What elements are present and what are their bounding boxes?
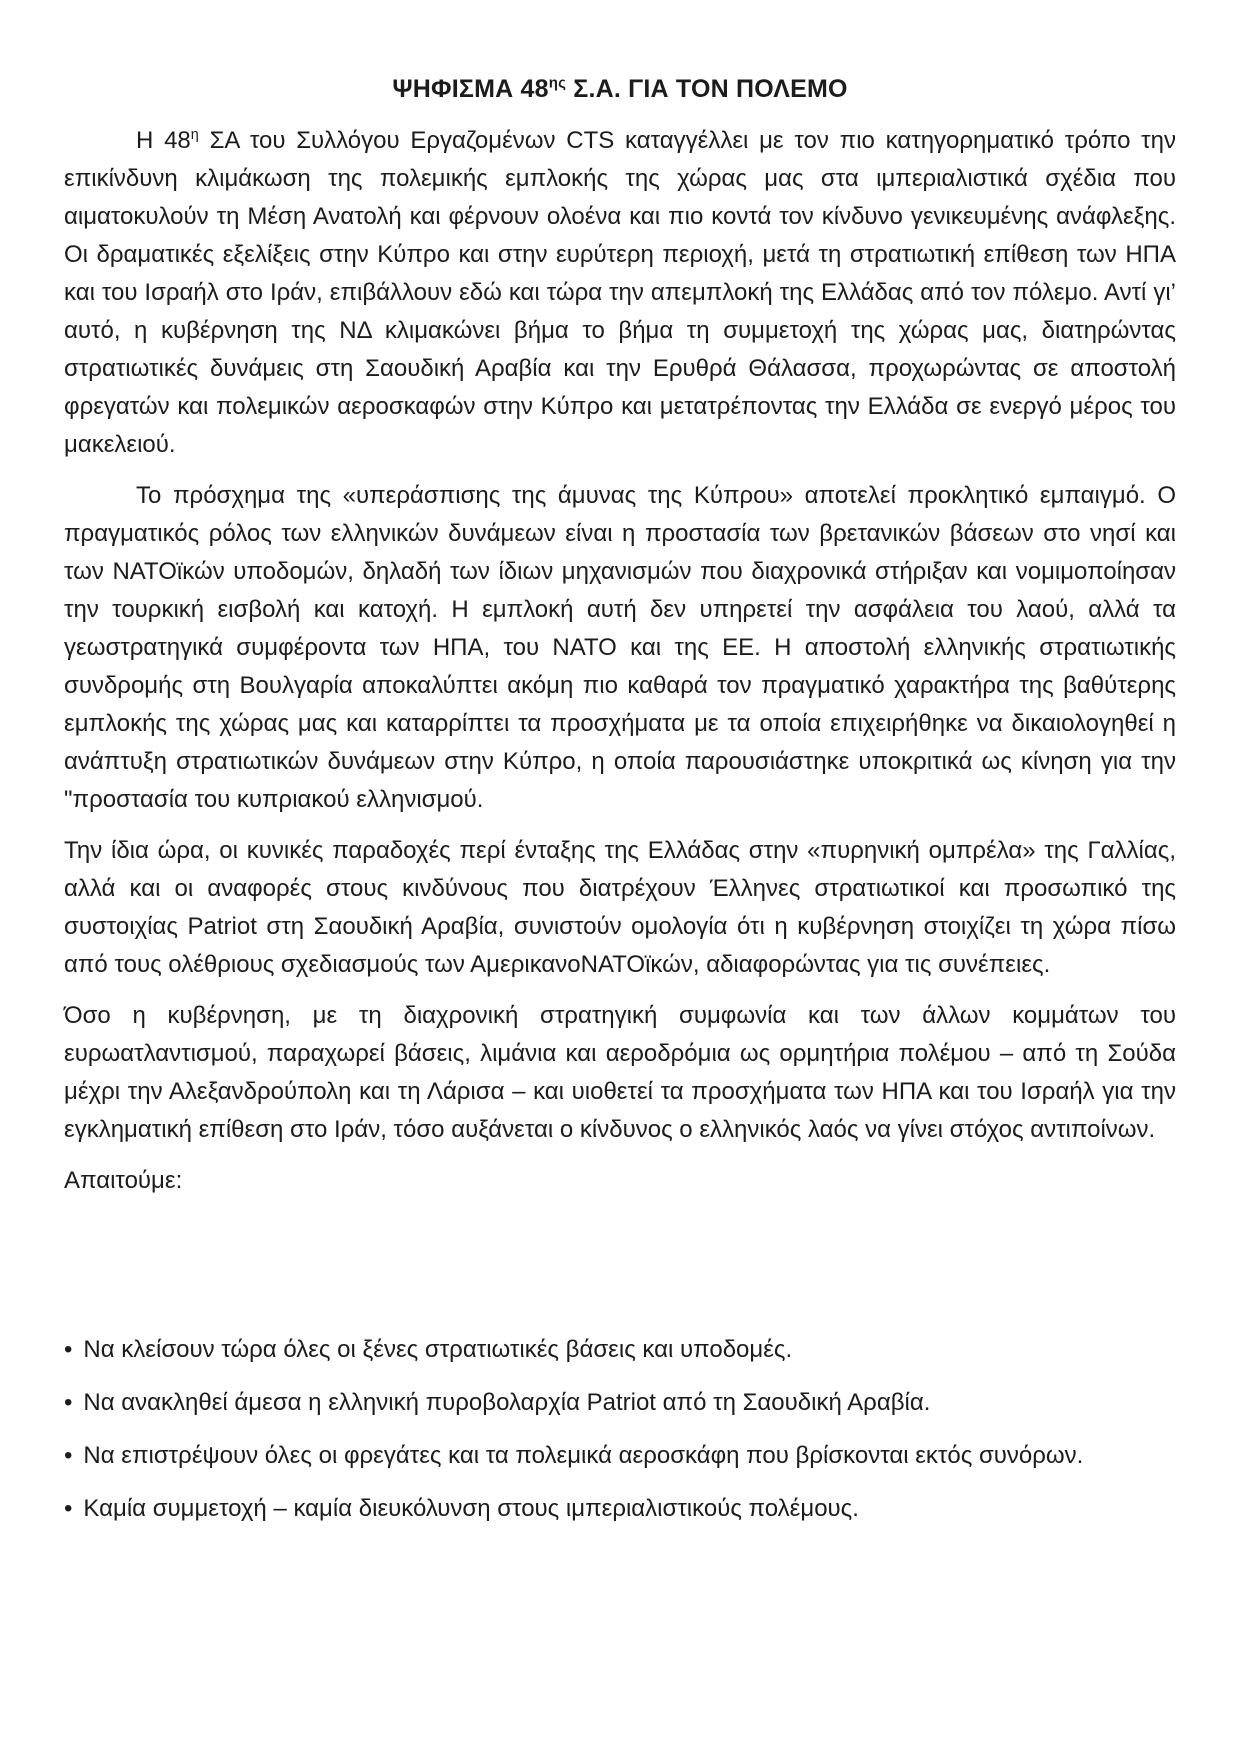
bullet-icon: • [64,1442,73,1469]
paragraph-1-body: ΣΑ του Συλλόγου Εργαζομένων CTS καταγγέλλει με τον πιο κατηγορηματικό τρόπο την επικίνδυνη κλιμάκωση της πολεμικής εμπλοκής της χώρας μας στα ιμπεριαλιστικά σχέδια που αιματοκυλούν τη Μέση Ανατολή και φέρνουν ολοένα και πιο κοντά τον κίνδυνο γενικευμένης ανάφλεξης. Οι δραματικές εξελίξεις στην Κύπρο και στην ευρύτερη περιοχή, μετά τη στρατιωτική επίθεση των ΗΠΑ και του Ισραήλ στο Ιράν, επιβάλλουν εδώ και τώρα την απεμπλοκή της Ελλάδας από τον πόλεμο. Αντί γι’ αυτό, η κυβέρνηση της ΝΔ κλιμακώνει βήμα το βήμα τη συμμετοχή της χώρας μας, διατηρώντας στρατιωτικές δυνάμεις στη Σαουδική Αραβία και την Ερυθρά Θάλασσα, προχωρώντας σε αποστολή φρεγατών και πολεμικών αεροσκαφών στην Κύπρο και μετατρέποντας την Ελλάδα σε ενεργό μέρος του μακελειού. [64,127,1177,458]
demands-heading: Απαιτούμε: [64,1167,183,1194]
bullet-icon: • [64,1389,73,1416]
demand-item-4-text: Καμία συμμετοχή – καμία διευκόλυνση στους ιμπεριαλιστικούς πολέμους. [83,1495,859,1522]
demands-list [64,1331,1176,1528]
demand-item-2 [64,1384,1176,1422]
title-ordinal-superscript: ης [548,74,567,92]
title-prefix: ΨΗΦΙΣΜΑ 48 [392,75,549,103]
title-suffix: Σ.Α. ΓΙΑ ΤΟΝ ΠΟΛΕΜΟ [566,75,848,103]
demand-item-3-text: Να επιστρέψουν όλες οι φρεγάτες και τα πολεμικά αεροσκάφη που βρίσκονται εκτός συνόρων. [83,1442,1084,1469]
demand-item-1 [64,1331,1176,1369]
bullet-icon: • [64,1336,73,1363]
demand-item-2-text: Να ανακληθεί άμεσα η ελληνική πυροβολαρχία Patriot από τη Σαουδική Αραβία. [83,1389,931,1416]
blank-space [64,1213,1176,1331]
paragraph-3: Την ίδια ώρα, οι κυνικές παραδοχές περί ένταξης της Ελλάδας στην «πυρηνική ομπρέλα» της Γαλλίας, αλλά και οι αναφορές στους κινδύνους που διατρέχουν Έλληνες στρατιωτικοί και προσωπικό της συστοιχίας Patriot στη Σαουδική Αραβία, συνιστούν ομολογία ότι η κυβέρνηση στοιχίζει τη χώρα πίσω από τους ολέθριους σχεδιασμούς των ΑμερικανοΝΑΤΟϊκών, αδιαφορώντας για τις συνέπειες. [64,837,1176,978]
paragraph-1 [64,122,1176,464]
document-title [64,70,1176,108]
paragraph-4: Όσο η κυβέρνηση, με τη διαχρονική στρατηγική συμφωνία και των άλλων κομμάτων του ευρωατλαντισμού, παραχωρεί βάσεις, λιμάνια και αεροδρόμια ως ορμητήρια πολέμου – από τη Σούδα μέχρι την Αλεξανδρούπολη και τη Λάρισα – και υιοθετεί τα προσχήματα των ΗΠΑ και του Ισραήλ για την εγκληματική επίθεση στο Ιράν, τόσο αυξάνεται ο κίνδυνος ο ελληνικός λαός να γίνει στόχος αντιποίνων. [64,1002,1176,1143]
paragraph-1-prefix: Η 48 [136,127,191,154]
bullet-icon: • [64,1495,73,1522]
demand-item-4 [64,1490,1176,1528]
demand-item-1-text: Να κλείσουν τώρα όλες οι ξένες στρατιωτικές βάσεις και υποδομές. [83,1336,793,1363]
demand-item-3 [64,1437,1176,1475]
paragraph-1-ordinal-superscript: η [190,127,199,143]
paragraph-2: Το πρόσχημα της «υπεράσπισης της άμυνας της Κύπρου» αποτελεί προκλητικό εμπαιγμό. Ο πραγματικός ρόλος των ελληνικών δυνάμεων είναι η προστασία των βρετανικών βάσεων στο νησί και των ΝΑΤΟϊκών υποδομών, δηλαδή των ίδιων μηχανισμών που διαχρονικά στήριξαν και νομιμοποίησαν την τουρκική εισβολή και κατοχή. Η εμπλοκή αυτή δεν υπηρετεί την ασφάλεια του λαού, αλλά τα γεωστρατηγικά συμφέροντα των ΗΠΑ, του ΝΑΤΟ και της ΕΕ. Η αποστολή ελληνικής στρατιωτικής συνδρομής στη Βουλγαρία αποκαλύπτει ακόμη πιο καθαρά τον πραγματικό χαρακτήρα της βαθύτερης εμπλοκής της χώρας μας και καταρρίπτει τα προσχήματα με τα οποία επιχειρήθηκε να δικαιολογηθεί η ανάπτυξη στρατιωτικών δυνάμεων στην Κύπρο, η οποία παρουσιάστηκε υποκριτικά ως κίνηση για την "προστασία του κυπριακού ελληνισμού. [64,482,1176,813]
